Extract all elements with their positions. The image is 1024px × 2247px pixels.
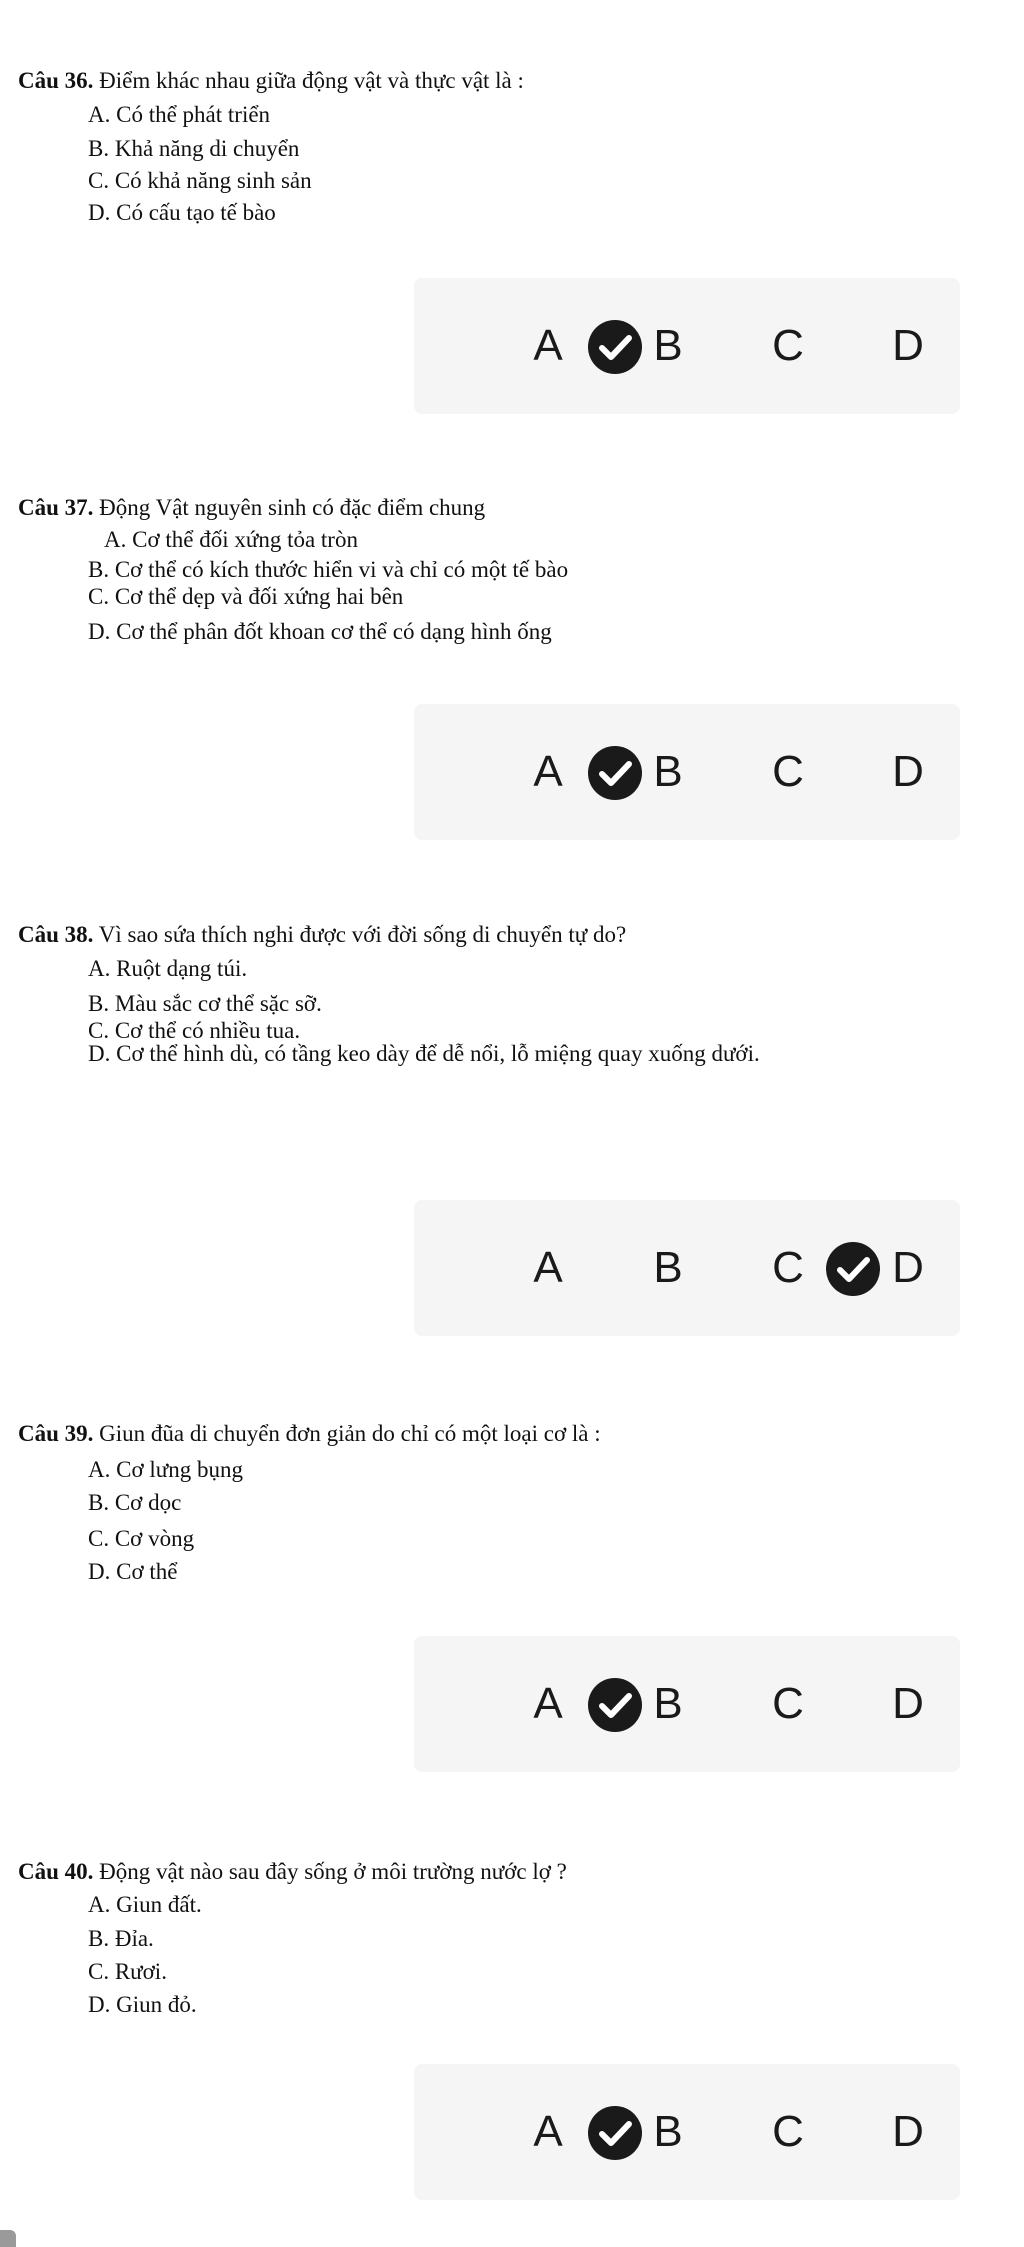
question-text: Vì sao sứa thích nghi được với đời sống di chuyển tự do? [98, 922, 627, 947]
option-a: A. Có thể phát triển [88, 102, 271, 127]
choice-a[interactable]: A [533, 1679, 563, 1728]
option-a: A. Cơ lưng bụng [88, 1457, 243, 1482]
option-a: A. Cơ thể đối xứng tỏa tròn [104, 527, 358, 552]
question-text: Điểm khác nhau giữa động vật và thực vật là : [99, 68, 524, 93]
option-b: B. Cơ dọc [88, 1490, 182, 1515]
choice-b[interactable]: B [653, 1243, 683, 1292]
choice-c[interactable]: C [772, 2107, 804, 2156]
choice-d[interactable]: D [892, 747, 924, 796]
answer-card-40 [414, 2064, 960, 2200]
answer-card-37 [414, 704, 960, 840]
option-c: C. Cơ thể dẹp và đối xứng hai bên [88, 584, 404, 609]
check-circle-icon [826, 1242, 880, 1296]
choice-b[interactable]: B [653, 2107, 683, 2156]
choice-c[interactable]: C [772, 321, 804, 370]
option-a: A. Ruột dạng túi. [88, 956, 248, 981]
option-c: C. Cơ thể có nhiều tua. [88, 1018, 301, 1043]
question-text: Động vật nào sau đây sống ở môi trường nước lợ ? [99, 1859, 567, 1884]
option-b: B. Cơ thể có kích thước hiển vi và chỉ có một tế bào [88, 557, 569, 582]
option-b: B. Khả năng di chuyển [88, 136, 300, 161]
answer-card-36 [414, 278, 960, 414]
question-title [18, 1855, 567, 1889]
choice-a[interactable]: A [533, 2107, 563, 2156]
option-b: B. Màu sắc cơ thể sặc sỡ. [88, 991, 322, 1016]
choice-c[interactable]: C [772, 1243, 804, 1292]
choice-b[interactable]: B [653, 747, 683, 796]
option-c: C. Cơ vòng [88, 1526, 195, 1551]
option-c: C. Có khả năng sinh sản [88, 168, 312, 193]
choice-a[interactable]: A [533, 747, 563, 796]
check-circle-icon [588, 320, 642, 374]
option-a: A. Giun đất. [88, 1892, 202, 1917]
scrollbar-handle[interactable] [0, 2230, 16, 2247]
question-title [18, 1417, 601, 1451]
option-d: D. Cơ thể hình dù, có tầng keo dày để dễ nổi, lỗ miệng quay xuống dưới. [88, 1041, 760, 1066]
question-number: Câu 39. [18, 1421, 94, 1446]
question-number: Câu 38. [18, 922, 94, 947]
question-title [18, 64, 524, 98]
question-text: Giun đũa di chuyển đơn giản do chỉ có một loại cơ là : [99, 1421, 601, 1446]
option-d: D. Cơ thể phân đốt khoan cơ thể có dạng hình ống [88, 619, 552, 644]
question-title [18, 918, 626, 952]
choice-a[interactable]: A [533, 321, 563, 370]
choice-b[interactable]: B [653, 1679, 683, 1728]
check-circle-icon [588, 1678, 642, 1732]
question-number: Câu 37. [18, 495, 94, 520]
answer-card-39 [414, 1636, 960, 1772]
option-c: C. Rươi. [88, 1959, 167, 1984]
choice-d[interactable]: D [892, 1243, 924, 1292]
option-b: B. Đỉa. [88, 1926, 154, 1951]
question-number: Câu 36. [18, 68, 94, 93]
answer-card-38 [414, 1200, 960, 1336]
question-text: Động Vật nguyên sinh có đặc điểm chung [99, 495, 486, 520]
check-circle-icon [588, 2106, 642, 2160]
choice-d[interactable]: D [892, 321, 924, 370]
question-title [18, 491, 485, 525]
option-d: D. Giun đỏ. [88, 1992, 197, 2017]
choice-a[interactable]: A [533, 1243, 563, 1292]
option-d: D. Có cấu tạo tế bào [88, 200, 276, 225]
choice-d[interactable]: D [892, 1679, 924, 1728]
choice-d[interactable]: D [892, 2107, 924, 2156]
choice-c[interactable]: C [772, 1679, 804, 1728]
question-number: Câu 40. [18, 1859, 94, 1884]
choice-c[interactable]: C [772, 747, 804, 796]
check-circle-icon [588, 746, 642, 800]
choice-b[interactable]: B [653, 321, 683, 370]
option-d: D. Cơ thể [88, 1559, 178, 1584]
